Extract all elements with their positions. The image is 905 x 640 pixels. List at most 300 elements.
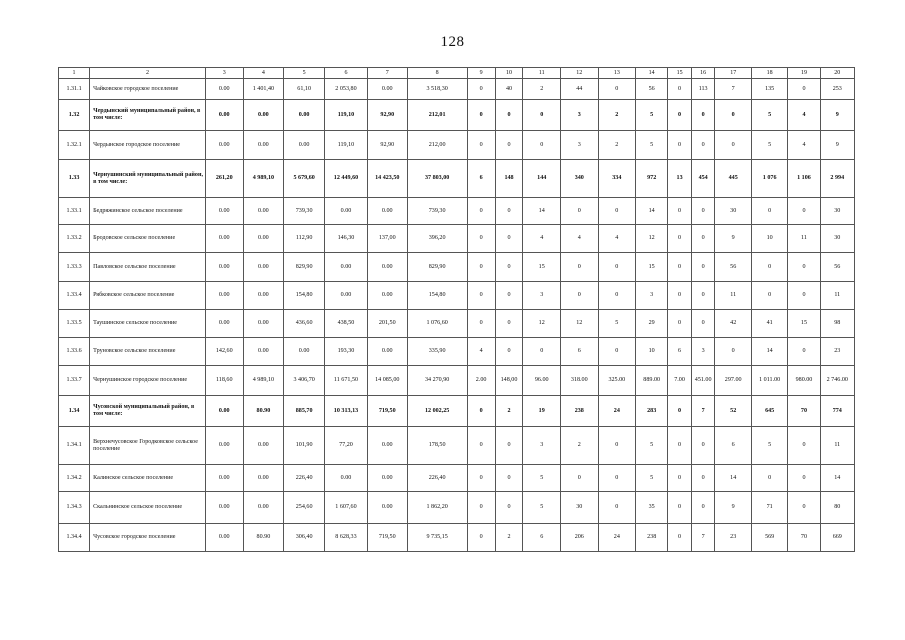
value-cell: 0 <box>788 198 820 225</box>
column-number-cell: 3 <box>205 68 243 79</box>
value-cell: 0 <box>523 100 561 131</box>
value-cell: 0 <box>598 282 636 310</box>
value-cell: 0.00 <box>367 79 407 100</box>
value-cell: 15 <box>788 310 820 338</box>
row-name-cell: Чердынский муниципальный район, в том числе: <box>90 100 206 131</box>
value-cell: 119,10 <box>325 131 368 160</box>
value-cell: 14 423,50 <box>367 160 407 198</box>
value-cell: 0 <box>668 253 692 282</box>
value-cell: 0.00 <box>284 131 325 160</box>
table-row <box>59 427 855 465</box>
value-cell: 0 <box>668 225 692 253</box>
column-number-cell: 17 <box>715 68 751 79</box>
value-cell: 0.00 <box>367 253 407 282</box>
value-cell: 4 989,10 <box>243 366 284 396</box>
value-cell: 0.00 <box>205 396 243 427</box>
value-cell: 92,90 <box>367 131 407 160</box>
value-cell: 2 <box>598 100 636 131</box>
column-number-cell: 13 <box>598 68 636 79</box>
value-cell: 5 <box>523 492 561 524</box>
table-row <box>59 282 855 310</box>
value-cell: 0 <box>495 131 523 160</box>
value-cell: 11 <box>788 225 820 253</box>
value-cell: 13 <box>668 160 692 198</box>
value-cell: 0.00 <box>205 225 243 253</box>
value-cell: 238 <box>561 396 599 427</box>
value-cell: 0 <box>495 338 523 366</box>
value-cell: 5 <box>636 427 668 465</box>
value-cell: 0 <box>467 465 495 492</box>
value-cell: 101,90 <box>284 427 325 465</box>
row-code-cell: 1.34.1 <box>59 427 90 465</box>
value-cell: 0 <box>467 79 495 100</box>
row-name-cell: Рябковское сельское поселение <box>90 282 206 310</box>
row-code-cell: 1.32 <box>59 100 90 131</box>
value-cell: 0 <box>495 100 523 131</box>
value-cell: 9 <box>820 100 854 131</box>
value-cell: 30 <box>561 492 599 524</box>
value-cell: 0 <box>668 100 692 131</box>
value-cell: 201,50 <box>367 310 407 338</box>
value-cell: 15 <box>523 253 561 282</box>
value-cell: 0.00 <box>243 427 284 465</box>
value-cell: 142,60 <box>205 338 243 366</box>
value-cell: 52 <box>715 396 751 427</box>
value-cell: 283 <box>636 396 668 427</box>
value-cell: 9 <box>715 492 751 524</box>
value-cell: 0 <box>691 225 715 253</box>
table-row <box>59 465 855 492</box>
value-cell: 226,40 <box>284 465 325 492</box>
value-cell: 14 <box>715 465 751 492</box>
value-cell: 4 989,10 <box>243 160 284 198</box>
value-cell: 0.00 <box>367 427 407 465</box>
row-code-cell: 1.33.3 <box>59 253 90 282</box>
value-cell: 23 <box>820 338 854 366</box>
value-cell: 1 401,40 <box>243 79 284 100</box>
value-cell: 451.00 <box>691 366 715 396</box>
value-cell: 178,50 <box>407 427 467 465</box>
value-cell: 889.00 <box>636 366 668 396</box>
value-cell: 2 <box>561 427 599 465</box>
value-cell: 5 <box>636 131 668 160</box>
column-number-cell: 1 <box>59 68 90 79</box>
value-cell: 80.90 <box>243 396 284 427</box>
value-cell: 226,40 <box>407 465 467 492</box>
value-cell: 5 <box>751 131 787 160</box>
value-cell: 12 449,60 <box>325 160 368 198</box>
value-cell: 206 <box>561 524 599 552</box>
value-cell: 885,70 <box>284 396 325 427</box>
value-cell: 0 <box>495 282 523 310</box>
value-cell: 0 <box>788 492 820 524</box>
value-cell: 11 <box>715 282 751 310</box>
value-cell: 0 <box>691 282 715 310</box>
value-cell: 0 <box>467 310 495 338</box>
value-cell: 0 <box>467 524 495 552</box>
value-cell: 829,90 <box>284 253 325 282</box>
value-cell: 0 <box>495 492 523 524</box>
column-number-cell: 20 <box>820 68 854 79</box>
value-cell: 0 <box>561 198 599 225</box>
column-number-cell: 14 <box>636 68 668 79</box>
value-cell: 0.00 <box>243 253 284 282</box>
value-cell: 0.00 <box>367 282 407 310</box>
value-cell: 34 270,90 <box>407 366 467 396</box>
value-cell: 154,80 <box>284 282 325 310</box>
row-name-cell: Бедряжинское сельское поселение <box>90 198 206 225</box>
value-cell: 0 <box>467 427 495 465</box>
value-cell: 0 <box>788 253 820 282</box>
column-number-cell: 11 <box>523 68 561 79</box>
column-number-cell: 10 <box>495 68 523 79</box>
value-cell: 2.00 <box>467 366 495 396</box>
value-cell: 7.00 <box>668 366 692 396</box>
value-cell: 148 <box>495 160 523 198</box>
value-cell: 0.00 <box>284 338 325 366</box>
value-cell: 14 <box>636 198 668 225</box>
value-cell: 0 <box>788 282 820 310</box>
value-cell: 340 <box>561 160 599 198</box>
value-cell: 0 <box>495 253 523 282</box>
value-cell: 3 <box>636 282 668 310</box>
value-cell: 15 <box>636 253 668 282</box>
page-number: 128 <box>440 34 465 50</box>
value-cell: 1 011.00 <box>751 366 787 396</box>
row-code-cell: 1.34.4 <box>59 524 90 552</box>
value-cell: 148,00 <box>495 366 523 396</box>
value-cell: 12 002,25 <box>407 396 467 427</box>
value-cell: 254,60 <box>284 492 325 524</box>
row-code-cell: 1.33.6 <box>59 338 90 366</box>
value-cell: 0.00 <box>205 465 243 492</box>
value-cell: 0 <box>788 427 820 465</box>
value-cell: 12 <box>561 310 599 338</box>
value-cell: 0 <box>788 79 820 100</box>
row-name-cell: Чернушинское городское поселение <box>90 366 206 396</box>
value-cell: 0 <box>495 198 523 225</box>
value-cell: 6 <box>467 160 495 198</box>
value-cell: 829,90 <box>407 253 467 282</box>
value-cell: 0.00 <box>243 100 284 131</box>
value-cell: 719,50 <box>367 396 407 427</box>
table-row <box>59 492 855 524</box>
value-cell: 0.00 <box>325 282 368 310</box>
value-cell: 7 <box>715 79 751 100</box>
value-cell: 335,90 <box>407 338 467 366</box>
table-row <box>59 366 855 396</box>
value-cell: 0.00 <box>205 310 243 338</box>
value-cell: 11 671,50 <box>325 366 368 396</box>
value-cell: 3 <box>691 338 715 366</box>
value-cell: 10 <box>636 338 668 366</box>
value-cell: 0 <box>598 465 636 492</box>
table-row <box>59 338 855 366</box>
value-cell: 5 <box>598 310 636 338</box>
column-number-cell: 8 <box>407 68 467 79</box>
value-cell: 19 <box>523 396 561 427</box>
value-cell: 0 <box>668 465 692 492</box>
value-cell: 0.00 <box>367 492 407 524</box>
row-code-cell: 1.32.1 <box>59 131 90 160</box>
value-cell: 0 <box>467 253 495 282</box>
value-cell: 0.00 <box>243 282 284 310</box>
value-cell: 23 <box>715 524 751 552</box>
row-name-cell: Павловское сельское поселение <box>90 253 206 282</box>
value-cell: 0 <box>495 310 523 338</box>
value-cell: 146,30 <box>325 225 368 253</box>
value-cell: 11 <box>820 427 854 465</box>
value-cell: 10 <box>751 225 787 253</box>
value-cell: 4 <box>523 225 561 253</box>
column-number-cell: 5 <box>284 68 325 79</box>
value-cell: 2 053,80 <box>325 79 368 100</box>
value-cell: 35 <box>636 492 668 524</box>
value-cell: 0 <box>523 131 561 160</box>
value-cell: 56 <box>820 253 854 282</box>
value-cell: 0.00 <box>243 198 284 225</box>
value-cell: 71 <box>751 492 787 524</box>
column-number-cell: 9 <box>467 68 495 79</box>
value-cell: 118,60 <box>205 366 243 396</box>
value-cell: 9 <box>715 225 751 253</box>
table-row <box>59 310 855 338</box>
value-cell: 1 076,60 <box>407 310 467 338</box>
value-cell: 306,40 <box>284 524 325 552</box>
value-cell: 0 <box>523 338 561 366</box>
row-code-cell: 1.33.1 <box>59 198 90 225</box>
value-cell: 253 <box>820 79 854 100</box>
value-cell: 669 <box>820 524 854 552</box>
value-cell: 0 <box>691 310 715 338</box>
row-code-cell: 1.34.3 <box>59 492 90 524</box>
value-cell: 0 <box>598 79 636 100</box>
value-cell: 0 <box>668 282 692 310</box>
value-cell: 6 <box>523 524 561 552</box>
value-cell: 5 <box>751 427 787 465</box>
value-cell: 5 <box>751 100 787 131</box>
row-code-cell: 1.33 <box>59 160 90 198</box>
value-cell: 14 085,00 <box>367 366 407 396</box>
value-cell: 0 <box>561 282 599 310</box>
value-cell: 80 <box>820 492 854 524</box>
value-cell: 56 <box>636 79 668 100</box>
value-cell: 0 <box>691 100 715 131</box>
value-cell: 0.00 <box>205 79 243 100</box>
value-cell: 30 <box>820 225 854 253</box>
value-cell: 2 <box>495 524 523 552</box>
value-cell: 0.00 <box>284 100 325 131</box>
table-row <box>59 160 855 198</box>
value-cell: 0 <box>598 427 636 465</box>
value-cell: 0.00 <box>205 524 243 552</box>
value-cell: 0.00 <box>243 310 284 338</box>
value-cell: 238 <box>636 524 668 552</box>
value-cell: 3 <box>561 100 599 131</box>
value-cell: 0 <box>668 198 692 225</box>
value-cell: 12 <box>636 225 668 253</box>
value-cell: 37 803,00 <box>407 160 467 198</box>
value-cell: 0 <box>467 492 495 524</box>
value-cell: 0 <box>495 427 523 465</box>
row-code-cell: 1.34.2 <box>59 465 90 492</box>
value-cell: 7 <box>691 396 715 427</box>
value-cell: 4 <box>788 131 820 160</box>
row-code-cell: 1.33.2 <box>59 225 90 253</box>
value-cell: 0.00 <box>243 465 284 492</box>
value-cell: 2 <box>495 396 523 427</box>
value-cell: 144 <box>523 160 561 198</box>
value-cell: 0.00 <box>243 338 284 366</box>
value-cell: 98 <box>820 310 854 338</box>
value-cell: 4 <box>598 225 636 253</box>
column-number-cell: 12 <box>561 68 599 79</box>
value-cell: 0 <box>467 198 495 225</box>
value-cell: 2 <box>523 79 561 100</box>
value-cell: 1 862,20 <box>407 492 467 524</box>
header-row <box>59 68 855 79</box>
value-cell: 0.00 <box>205 282 243 310</box>
value-cell: 0.00 <box>325 198 368 225</box>
column-number-cell: 2 <box>90 68 206 79</box>
value-cell: 0.00 <box>243 225 284 253</box>
value-cell: 154,80 <box>407 282 467 310</box>
value-cell: 0 <box>467 131 495 160</box>
table-row <box>59 79 855 100</box>
value-cell: 0.00 <box>325 253 368 282</box>
row-name-cell: Верхнечусовское Городковское сельское поселение <box>90 427 206 465</box>
value-cell: 8 628,33 <box>325 524 368 552</box>
value-cell: 325.00 <box>598 366 636 396</box>
column-number-cell: 15 <box>668 68 692 79</box>
value-cell: 774 <box>820 396 854 427</box>
value-cell: 454 <box>691 160 715 198</box>
value-cell: 396,20 <box>407 225 467 253</box>
value-cell: 0 <box>495 225 523 253</box>
value-cell: 3 518,30 <box>407 79 467 100</box>
value-cell: 10 313,13 <box>325 396 368 427</box>
value-cell: 5 <box>636 465 668 492</box>
value-cell: 56 <box>715 253 751 282</box>
row-code-cell: 1.33.7 <box>59 366 90 396</box>
table-row <box>59 253 855 282</box>
table-row <box>59 225 855 253</box>
value-cell: 0.00 <box>367 465 407 492</box>
row-name-cell: Чернушинский муниципальный район, в том числе: <box>90 160 206 198</box>
table-row <box>59 198 855 225</box>
value-cell: 0 <box>691 131 715 160</box>
value-cell: 980.00 <box>788 366 820 396</box>
value-cell: 0.00 <box>205 492 243 524</box>
value-cell: 44 <box>561 79 599 100</box>
row-name-cell: Чайковское городское поселение <box>90 79 206 100</box>
value-cell: 0 <box>495 465 523 492</box>
value-cell: 41 <box>751 310 787 338</box>
value-cell: 3 <box>561 131 599 160</box>
value-cell: 30 <box>820 198 854 225</box>
value-cell: 0 <box>668 427 692 465</box>
row-name-cell: Чусовское городское поселение <box>90 524 206 552</box>
value-cell: 30 <box>715 198 751 225</box>
table-row <box>59 131 855 160</box>
value-cell: 0 <box>715 131 751 160</box>
value-cell: 0 <box>668 310 692 338</box>
value-cell: 3 406,70 <box>284 366 325 396</box>
value-cell: 5 679,60 <box>284 160 325 198</box>
value-cell: 0 <box>598 198 636 225</box>
value-cell: 0 <box>751 198 787 225</box>
row-name-cell: Труновское сельское поселение <box>90 338 206 366</box>
row-name-cell: Чердынское городское поселение <box>90 131 206 160</box>
row-name-cell: Чусовской муниципальный район, в том числе: <box>90 396 206 427</box>
value-cell: 334 <box>598 160 636 198</box>
value-cell: 0 <box>467 282 495 310</box>
value-cell: 12 <box>523 310 561 338</box>
value-cell: 0 <box>751 253 787 282</box>
value-cell: 3 <box>523 427 561 465</box>
value-cell: 0.00 <box>205 198 243 225</box>
value-cell: 261,20 <box>205 160 243 198</box>
value-cell: 212,01 <box>407 100 467 131</box>
value-cell: 0 <box>751 282 787 310</box>
value-cell: 1 106 <box>788 160 820 198</box>
value-cell: 0 <box>668 79 692 100</box>
value-cell: 119,10 <box>325 100 368 131</box>
value-cell: 6 <box>561 338 599 366</box>
value-cell: 14 <box>751 338 787 366</box>
table-body <box>59 68 855 552</box>
value-cell: 0 <box>788 338 820 366</box>
row-name-cell: Калинское сельское поселение <box>90 465 206 492</box>
value-cell: 11 <box>820 282 854 310</box>
value-cell: 0 <box>788 465 820 492</box>
value-cell: 40 <box>495 79 523 100</box>
value-cell: 0 <box>467 100 495 131</box>
value-cell: 24 <box>598 396 636 427</box>
value-cell: 0 <box>467 396 495 427</box>
column-number-cell: 7 <box>367 68 407 79</box>
value-cell: 0 <box>561 465 599 492</box>
value-cell: 972 <box>636 160 668 198</box>
value-cell: 445 <box>715 160 751 198</box>
value-cell: 318.00 <box>561 366 599 396</box>
row-code-cell: 1.31.1 <box>59 79 90 100</box>
value-cell: 0 <box>598 253 636 282</box>
row-name-cell: Скальнинское сельское поселение <box>90 492 206 524</box>
table-row <box>59 396 855 427</box>
value-cell: 92,90 <box>367 100 407 131</box>
value-cell: 0.00 <box>367 338 407 366</box>
value-cell: 4 <box>788 100 820 131</box>
row-code-cell: 1.33.5 <box>59 310 90 338</box>
value-cell: 0 <box>668 131 692 160</box>
value-cell: 42 <box>715 310 751 338</box>
value-cell: 0 <box>668 492 692 524</box>
value-cell: 0 <box>467 225 495 253</box>
value-cell: 7 <box>691 524 715 552</box>
column-number-cell: 4 <box>243 68 284 79</box>
value-cell: 436,60 <box>284 310 325 338</box>
value-cell: 112,90 <box>284 225 325 253</box>
value-cell: 2 <box>598 131 636 160</box>
value-cell: 6 <box>715 427 751 465</box>
value-cell: 719,50 <box>367 524 407 552</box>
row-code-cell: 1.34 <box>59 396 90 427</box>
value-cell: 4 <box>467 338 495 366</box>
value-cell: 0.00 <box>205 427 243 465</box>
value-cell: 29 <box>636 310 668 338</box>
value-cell: 0 <box>751 465 787 492</box>
